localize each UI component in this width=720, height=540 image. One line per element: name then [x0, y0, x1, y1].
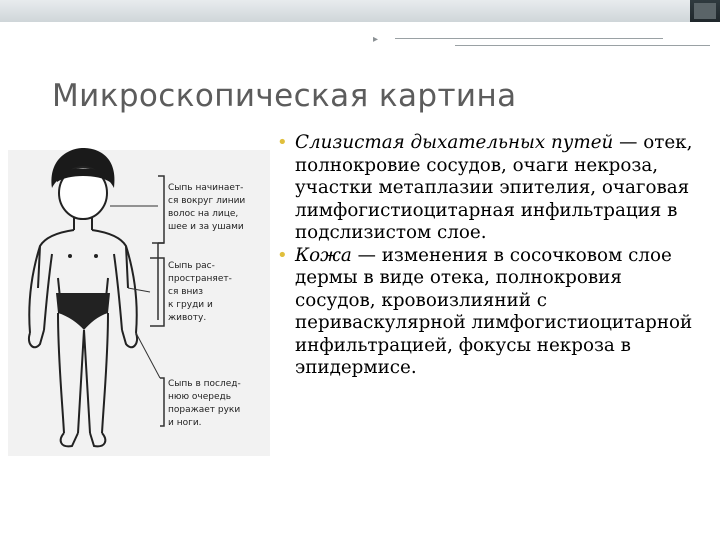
- bullet-text: — изменения в сосочковом слое дермы в виде отека, полнокровия сосудов, кровоизлияний с периваскулярной лимфогистиоцитарной инфильтрацией, фокусы некроза в эпидермисе.: [295, 244, 693, 378]
- figure-label-line: шее и за ушами: [168, 222, 244, 232]
- bullet-dot-icon: •: [277, 244, 288, 266]
- bullet-item: [277, 245, 702, 380]
- figure-label-line: к груди и: [168, 300, 213, 310]
- figure-label-line: нюю очередь: [168, 392, 232, 402]
- figure-label-line: Сыпь начинает-: [168, 183, 244, 193]
- figure-label-line: и ноги.: [168, 418, 202, 428]
- decorative-rule: [455, 45, 710, 46]
- bullet-list: [277, 132, 702, 380]
- slide-top-bar-highlight: [0, 0, 690, 22]
- figure-label-line: ся вниз: [168, 287, 204, 297]
- slide-title: Микроскопическая картина: [52, 78, 517, 114]
- bullet-item: [277, 132, 702, 245]
- figure-label-line: Сыпь рас-: [168, 261, 215, 271]
- decorative-rule: [395, 38, 663, 39]
- rule-marker-icon: ▸: [373, 34, 379, 45]
- figure-label-line: животу.: [168, 313, 207, 323]
- figure-label-line: поражает руки: [168, 405, 241, 415]
- figure-label-line: ся вокруг линии: [168, 196, 246, 206]
- bullet-term: Кожа: [295, 244, 352, 266]
- slide-corner-tab: [694, 3, 716, 19]
- child-rash-illustration: [0, 148, 272, 458]
- bullet-dot-icon: •: [277, 132, 288, 153]
- bullet-text: — отек, полнокровие сосудов, очаги некроза, участки метаплазии эпителия, очаговая лимфогистиоцитарная инфильтрация в подслизистом слое.: [295, 132, 693, 243]
- figure-label-line: пространяет-: [168, 274, 232, 284]
- figure-label-line: Сыпь в послед-: [168, 379, 241, 389]
- bullet-term: Слизистая дыхательных путей: [295, 132, 614, 153]
- figure-label-line: волос на лице,: [168, 209, 239, 219]
